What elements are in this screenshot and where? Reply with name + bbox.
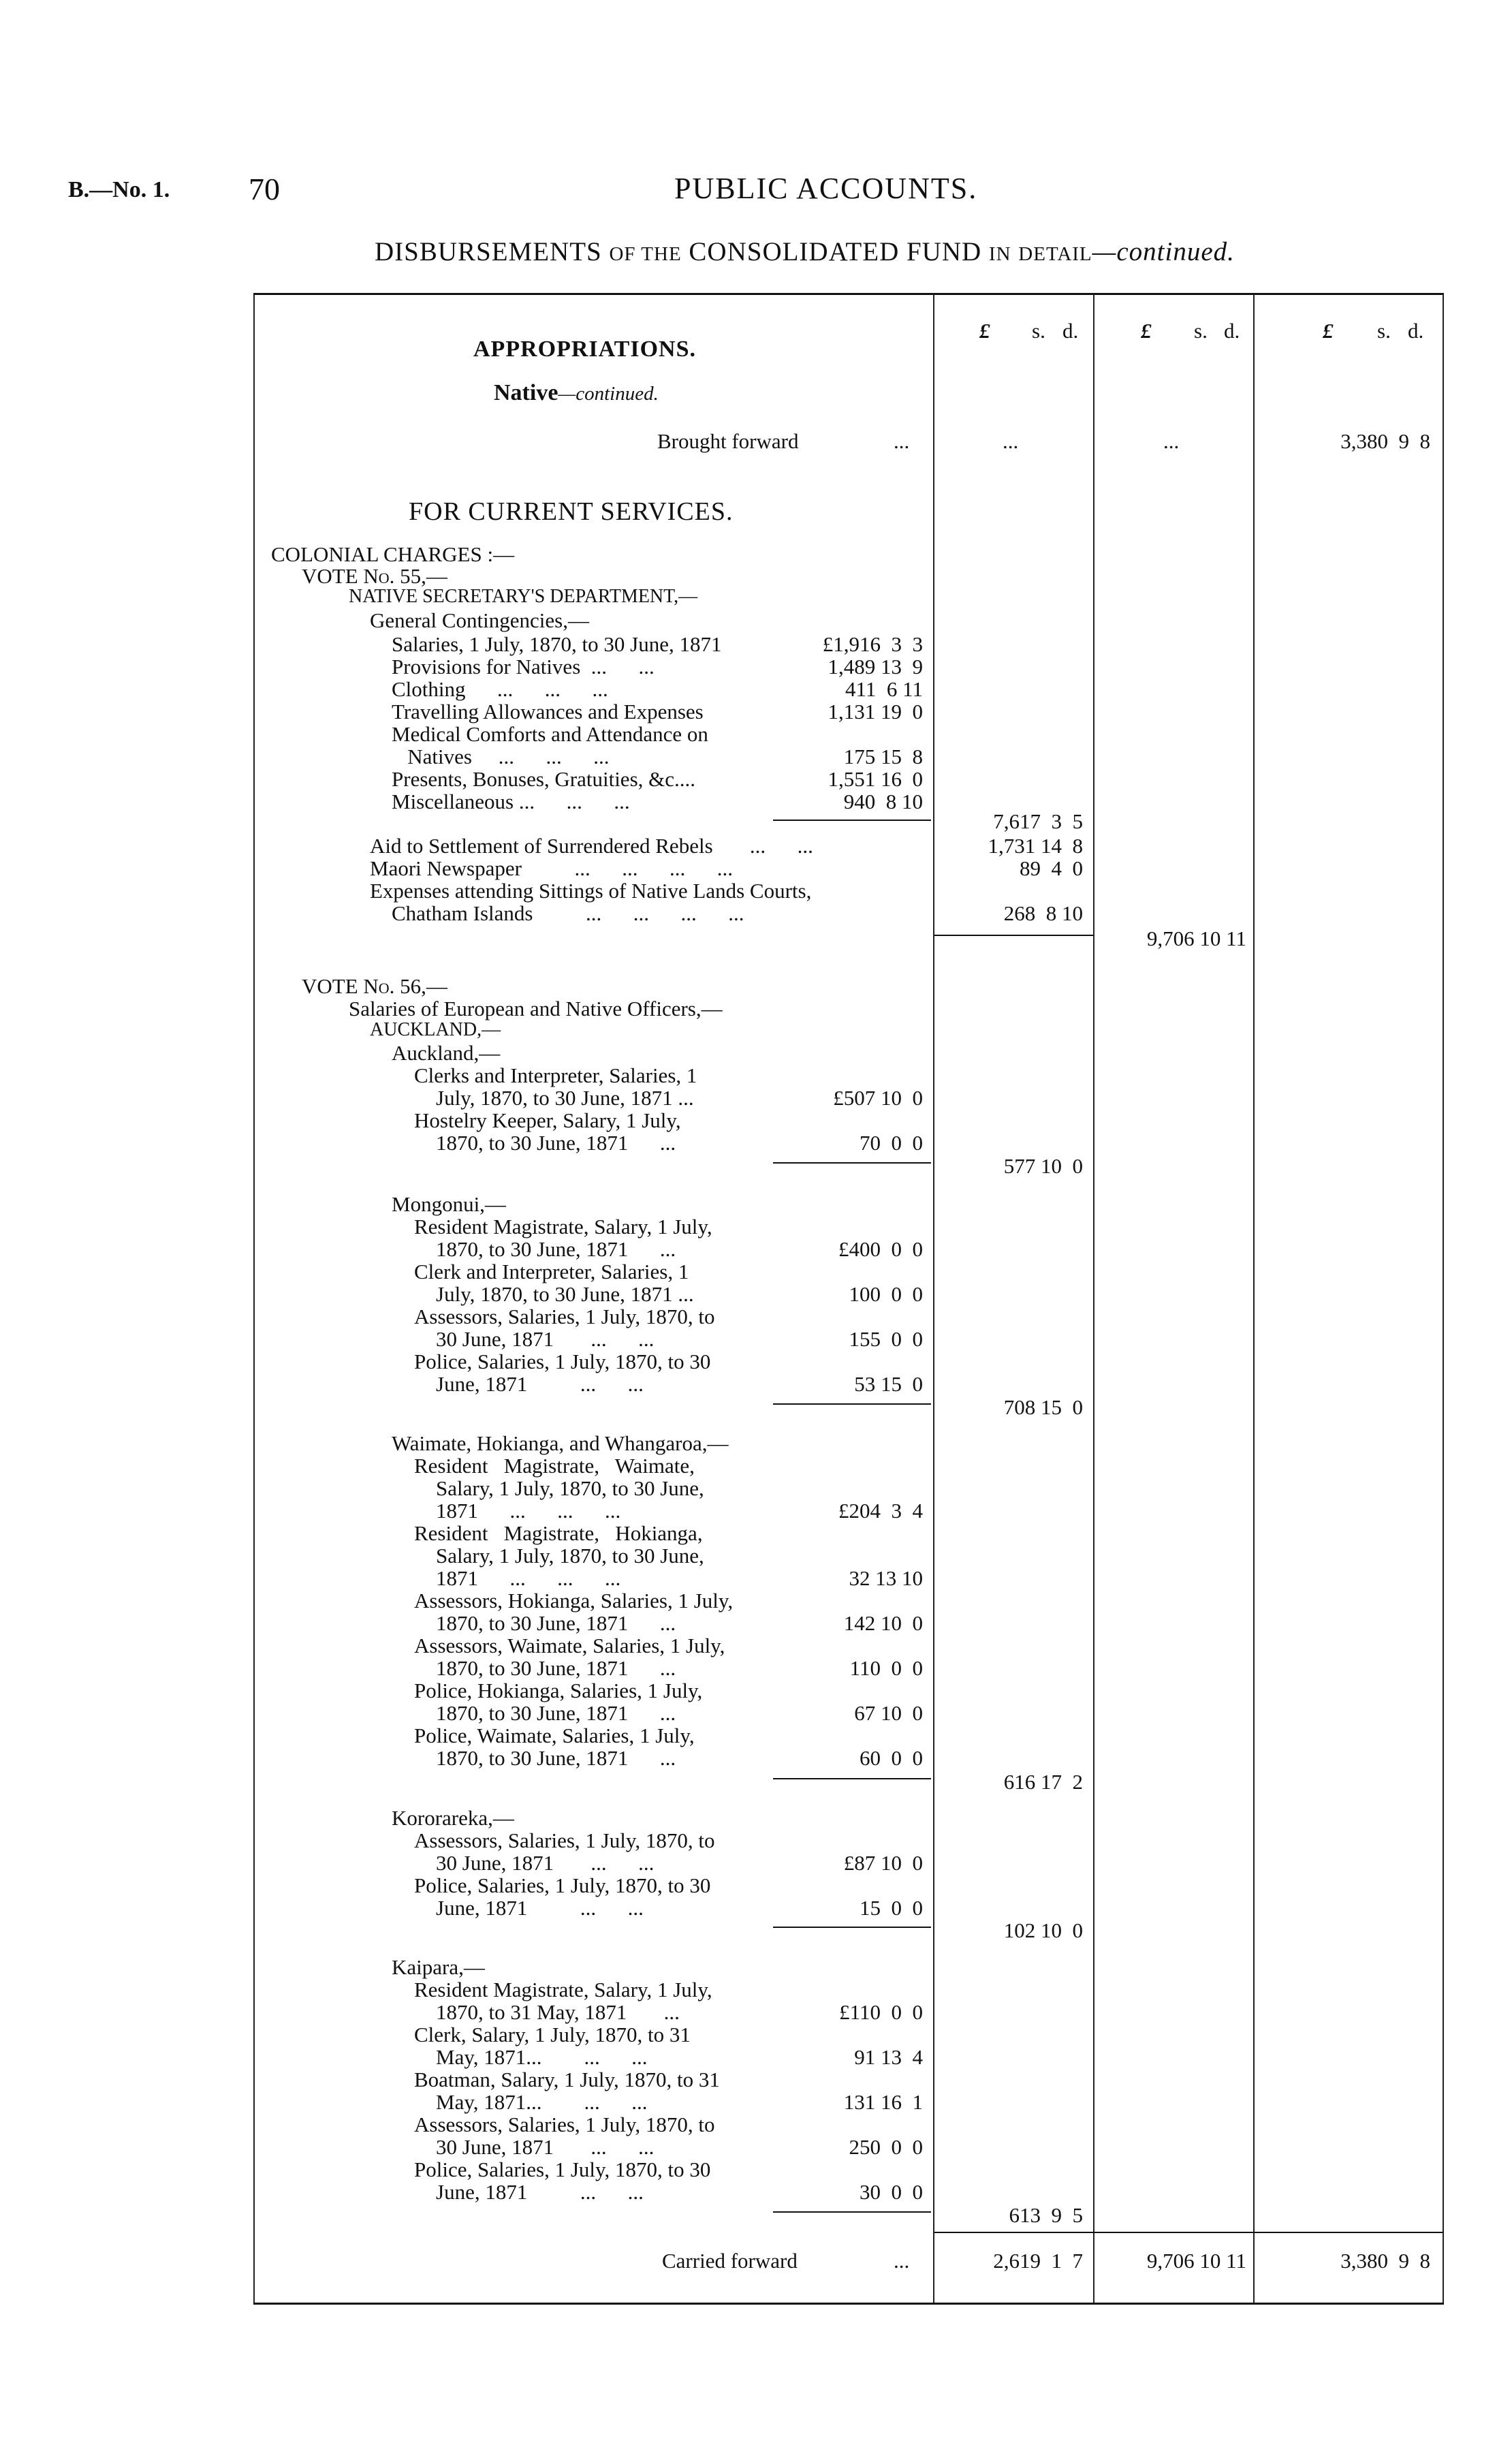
section-total: 613 9 5: [1009, 2203, 1083, 2227]
chatham-islands-label: Chatham Islands ... ... ... ...: [392, 901, 744, 925]
col1-d: d.: [1062, 319, 1079, 343]
amount: 142 10 0: [843, 1611, 923, 1635]
brought-forward-col3: 3,380 9 8: [1340, 429, 1430, 453]
amount: 32 13 10: [849, 1566, 923, 1590]
carried-forward-col2: 9,706 10 11: [1146, 2249, 1246, 2273]
section-total: 616 17 2: [1003, 1770, 1083, 1794]
line: Police, Salaries, 1 July, 1870, to 30: [414, 1873, 711, 1897]
aid-label: Aid to Settlement of Surrendered Rebels ... ...: [370, 834, 813, 858]
line: Clerks and Interpreter, Salaries, 1: [414, 1063, 697, 1087]
list-item: Travelling Allowances and Expenses: [392, 700, 704, 723]
line: 1870, to 30 June, 1871 ...: [436, 1237, 676, 1261]
line: 1871 ... ... ...: [436, 1566, 621, 1590]
brought-forward-col2: ...: [1163, 429, 1180, 453]
brought-forward-label: Brought forward: [657, 429, 799, 453]
line: 1870, to 30 June, 1871 ...: [436, 1701, 676, 1725]
amount: 131 16 1: [843, 2090, 923, 2114]
amount: £110 0 0: [839, 2000, 923, 2024]
page-number: 70: [249, 172, 280, 206]
subtitle-a: DISBURSEMENTS: [375, 237, 602, 266]
list-item: Provisions for Natives ... ...: [392, 655, 655, 679]
line: Assessors, Hokianga, Salaries, 1 July,: [414, 1589, 734, 1612]
line: 1870, to 30 June, 1871 ...: [436, 1746, 676, 1770]
page-subtitle: [375, 238, 1235, 265]
carried-forward-label: Carried forward: [662, 2249, 798, 2273]
carried-forward-dots: ...: [894, 2249, 910, 2273]
list-item: Miscellaneous ... ... ...: [392, 790, 630, 813]
subtitle-detail: DETAIL: [1018, 243, 1092, 265]
list-item-amount: £1,916 3 3: [822, 632, 923, 656]
list-item: Medical Comforts and Attendance on: [392, 722, 708, 746]
section-total: 577 10 0: [1003, 1154, 1083, 1178]
line: Clerk, Salary, 1 July, 1870, to 31: [414, 2023, 691, 2046]
list-item: Presents, Bonuses, Gratuities, &c....: [392, 767, 696, 791]
column-rule-1: [933, 294, 934, 2304]
col2-s: s.: [1194, 319, 1208, 343]
col3-s: s.: [1377, 319, 1391, 343]
list-item-amount: 1,489 13 9: [828, 655, 923, 679]
chatham-islands-amount: 268 8 10: [1003, 901, 1083, 925]
list-item-amount: 940 8 10: [843, 790, 923, 813]
amount: £204 3 4: [838, 1499, 923, 1523]
maori-newspaper-label: Maori Newspaper ... ... ... ...: [370, 856, 733, 880]
line: Police, Salaries, 1 July, 1870, to 30: [414, 1350, 711, 1373]
line: Assessors, Salaries, 1 July, 1870, to: [414, 2113, 715, 2136]
subtotal-rule: [773, 1162, 931, 1164]
line: Assessors, Salaries, 1 July, 1870, to: [414, 1305, 715, 1328]
native-lands-courts-label: Expenses attending Sittings of Native Lands Courts,: [370, 879, 812, 903]
amount: 250 0 0: [849, 2135, 923, 2159]
auckland-province: AUCKLAND,—: [370, 1019, 501, 1040]
line: Hostelry Keeper, Salary, 1 July,: [414, 1108, 681, 1132]
list-item: Natives ... ... ...: [392, 745, 610, 768]
general-contingencies-total: 7,617 3 5: [993, 809, 1083, 833]
amount: 60 0 0: [860, 1746, 923, 1770]
line: Salary, 1 July, 1870, to 30 June,: [436, 1476, 704, 1500]
general-contingencies: General Contingencies,—: [370, 608, 589, 632]
section-total: 102 10 0: [1003, 1918, 1083, 1942]
list-item: Salaries, 1 July, 1870, to 30 June, 1871: [392, 632, 722, 656]
subtotal-rule: [773, 1778, 931, 1779]
line: May, 1871... ... ...: [436, 2045, 648, 2069]
native-cont: —continued.: [558, 383, 659, 405]
subtotal-rule: [773, 1403, 931, 1405]
col1-pound: £: [979, 319, 990, 343]
line: 1870, to 31 May, 1871 ...: [436, 2000, 680, 2024]
amount: 67 10 0: [854, 1701, 923, 1725]
subtotal-rule: [773, 2211, 931, 2213]
appropriations-heading: APPROPRIATIONS.: [473, 337, 696, 362]
col3-d: d.: [1408, 319, 1424, 343]
aid-amount: 1,731 14 8: [988, 834, 1083, 858]
col2-pound: £: [1141, 319, 1152, 343]
line: 30 June, 1871 ... ...: [436, 2135, 655, 2159]
section-name: Waimate, Hokianga, and Whangaroa,—: [392, 1431, 729, 1455]
section-name: Kororareka,—: [392, 1806, 514, 1830]
subtitle-of-the: OF THE: [609, 243, 682, 265]
amount: 155 0 0: [849, 1327, 923, 1351]
amount: 110 0 0: [849, 1656, 923, 1680]
line: 1870, to 30 June, 1871 ...: [436, 1611, 676, 1635]
line: Resident Magistrate, Waimate,: [414, 1454, 695, 1478]
native-secretary-dept: NATIVE SECRETARY'S DEPARTMENT,—: [349, 586, 698, 607]
amount: 15 0 0: [860, 1896, 923, 1920]
current-services-heading: FOR CURRENT SERVICES.: [409, 497, 734, 526]
column-rule-3: [1253, 294, 1255, 2304]
table-top-rule: [253, 293, 1444, 295]
page-title: PUBLIC ACCOUNTS.: [674, 172, 978, 205]
brought-forward-dots: ...: [894, 429, 910, 453]
vote-56-heading: VOTE No. 56,—: [302, 974, 447, 998]
column-rule-2: [1093, 294, 1094, 2304]
amount: 53 15 0: [854, 1372, 923, 1396]
subtitle-in: IN: [988, 243, 1011, 265]
line: Police, Hokianga, Salaries, 1 July,: [414, 1679, 703, 1702]
list-item-amount: 1,131 19 0: [828, 700, 923, 723]
series-number: B.—No. 1.: [68, 177, 170, 202]
line: June, 1871 ... ...: [436, 1372, 644, 1396]
list-item-amount: 175 15 8: [843, 745, 923, 768]
subtotal-rule: [773, 820, 931, 821]
subtitle-cont: —continued.: [1092, 237, 1235, 266]
table-bottom-rule: [253, 2303, 1444, 2305]
maori-newspaper-amount: 89 4 0: [1020, 856, 1083, 880]
line: June, 1871 ... ...: [436, 1896, 644, 1920]
amount: 91 13 4: [854, 2045, 923, 2069]
line: July, 1870, to 30 June, 1871 ...: [436, 1282, 694, 1306]
line: 1870, to 30 June, 1871 ...: [436, 1656, 676, 1680]
subtotal-rule: [773, 1927, 931, 1928]
line: Salary, 1 July, 1870, to 30 June,: [436, 1544, 704, 1568]
line: 1870, to 30 June, 1871 ...: [436, 1131, 676, 1155]
brought-forward-col1: ...: [1003, 429, 1019, 453]
amount: 30 0 0: [860, 2180, 923, 2204]
line: Resident Magistrate, Hokianga,: [414, 1521, 703, 1545]
line: 30 June, 1871 ... ...: [436, 1851, 655, 1875]
col3-pound: £: [1323, 319, 1334, 343]
list-item-amount: 411 6 11: [845, 677, 923, 701]
amount: £400 0 0: [838, 1237, 923, 1261]
line: Resident Magistrate, Salary, 1 July,: [414, 1978, 712, 2001]
amount: 100 0 0: [849, 1282, 923, 1306]
line: Assessors, Salaries, 1 July, 1870, to: [414, 1828, 715, 1852]
carried-forward-col3: 3,380 9 8: [1340, 2249, 1430, 2273]
amount: £507 10 0: [833, 1086, 923, 1110]
native-label: Native: [494, 380, 558, 405]
amount: £87 10 0: [843, 1851, 923, 1875]
carried-forward-top-rule: [934, 2232, 1443, 2233]
line: May, 1871... ... ...: [436, 2090, 648, 2114]
section-name: Mongonui,—: [392, 1192, 506, 1216]
col1-s: s.: [1032, 319, 1045, 343]
line: Police, Waimate, Salaries, 1 July,: [414, 1724, 695, 1747]
carried-forward-col1: 2,619 1 7: [993, 2249, 1083, 2273]
line: Police, Salaries, 1 July, 1870, to 30: [414, 2157, 711, 2181]
native-heading: [494, 381, 659, 405]
subtitle-b: CONSOLIDATED FUND: [689, 237, 982, 266]
section-total: 708 15 0: [1003, 1395, 1083, 1419]
colonial-charges-heading: COLONIAL CHARGES :—: [271, 542, 515, 566]
line: Resident Magistrate, Salary, 1 July,: [414, 1215, 712, 1238]
table-right-rule: [1443, 294, 1444, 2304]
section-name: Kaipara,—: [392, 1955, 485, 1979]
line: 30 June, 1871 ... ...: [436, 1327, 655, 1351]
vote-55-heading: VOTE No. 55,—: [302, 564, 447, 588]
vote-55-total: 9,706 10 11: [1146, 926, 1246, 950]
col2-d: d.: [1224, 319, 1240, 343]
list-item-amount: 1,551 16 0: [828, 767, 923, 791]
amount: 70 0 0: [860, 1131, 923, 1155]
line: June, 1871 ... ...: [436, 2180, 644, 2204]
line: Boatman, Salary, 1 July, 1870, to 31: [414, 2068, 720, 2091]
table-left-rule: [253, 294, 255, 2304]
subtotal-rule: [934, 935, 1093, 936]
line: 1871 ... ... ...: [436, 1499, 621, 1523]
line: Assessors, Waimate, Salaries, 1 July,: [414, 1634, 725, 1657]
list-item: Clothing ... ... ...: [392, 677, 608, 701]
line: Clerk and Interpreter, Salaries, 1: [414, 1260, 689, 1283]
section-name: Auckland,—: [392, 1041, 501, 1065]
line: July, 1870, to 30 June, 1871 ...: [436, 1086, 694, 1110]
salaries-heading: Salaries of European and Native Officers,—: [349, 997, 723, 1020]
